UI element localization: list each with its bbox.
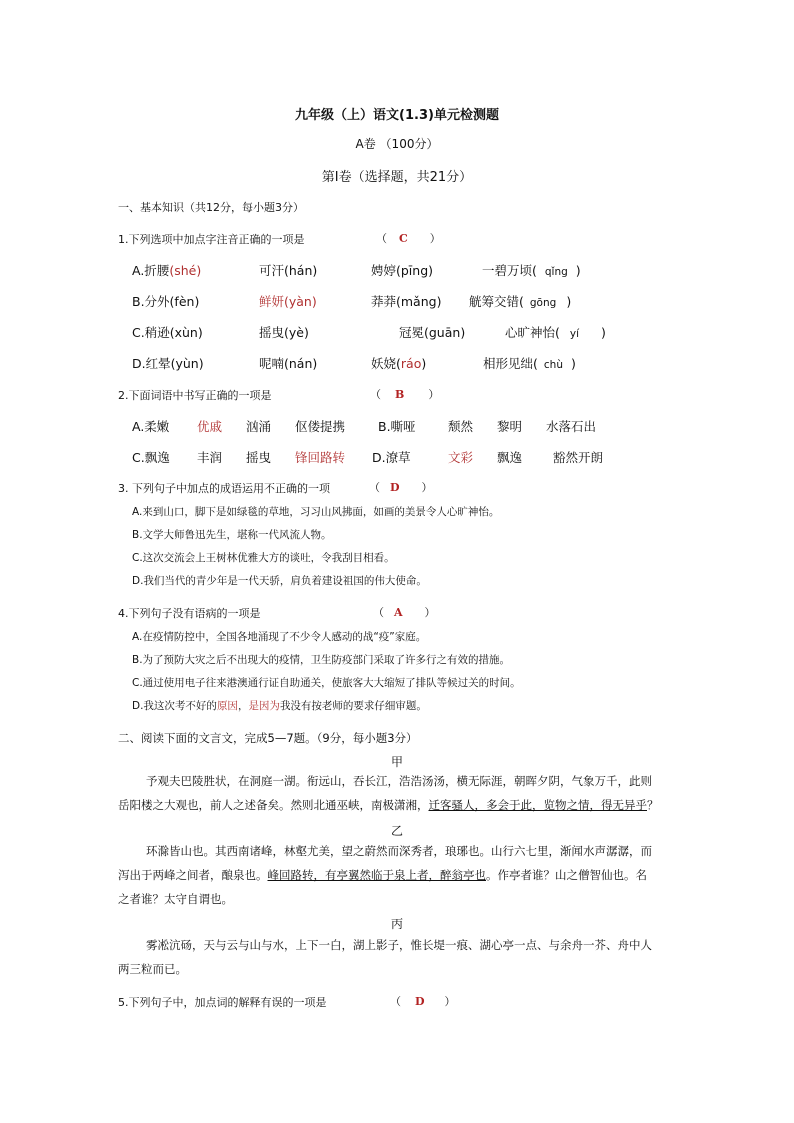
question-2-stem: 2.下面词语中书写正确的一项是 <box>118 389 272 402</box>
q2-word: 水落石出 <box>546 419 597 434</box>
question-3-answer: （ D ） <box>369 481 433 494</box>
paper-a-label: A卷 （100分） <box>355 137 439 151</box>
q1-option-d-1: D.红晕(yùn) <box>132 356 204 371</box>
q2-word: C.飘逸 <box>132 450 170 465</box>
q1-option-c-1: C.稍逊(xùn) <box>132 325 203 340</box>
document-title: 九年级（上）语文(1.3)单元检测题 <box>295 108 499 123</box>
q1-option-a-1: A.折腰(shé) <box>132 263 202 278</box>
q2-word: 伛偻提携 <box>295 419 346 434</box>
passage-bing-label: 丙 <box>390 917 403 931</box>
passage-jia-line-2: 岳阳楼之大观也，前人之述备矣。然则北通巫峡，南极潇湘，迁客骚人，多会于此，览物之情，得无异乎？ <box>118 798 659 812</box>
passage-yi-line-1: 环滁皆山也。其西南诸峰，林壑尤美，望之蔚然而深秀者，琅琊也。山行六七里，渐闻水声潺潺，而 <box>146 844 652 858</box>
q2-word: 丰润 <box>197 450 223 465</box>
section-one-heading: 一、基本知识（共12分，每小题3分） <box>118 201 304 214</box>
q1-option-b-1: B.分外(fèn) <box>132 294 200 309</box>
q4-option-d: D.我这次考不好的原因，是因为我没有按老师的要求仔细审题。 <box>132 700 427 712</box>
passage-yi-label: 乙 <box>390 824 403 838</box>
q1-option-b-4: 觥筹交错( gōng ) <box>469 294 572 309</box>
passage-bing-line-2: 两三粒而已。 <box>118 962 187 976</box>
q1-option-c-2: 摇曳(yè) <box>259 325 309 340</box>
q1-option-b-2: 鲜妍(yàn) <box>259 294 317 309</box>
q1-option-d-2: 呢喃(nán) <box>259 356 318 371</box>
q1-option-a-3: 娉婷(pīng) <box>371 263 434 278</box>
passage-yi-line-2: 泻出于两峰之间者，酿泉也。峰回路转，有亭翼然临于泉上者，醉翁亭也。作亭者谁？山之僧智仙也。名 <box>118 868 647 882</box>
question-4-answer: （ A ） <box>373 606 436 619</box>
q1-option-c-3: 冠冕(guān) <box>399 325 466 340</box>
passage-yi-line-3: 之者谁？太守自谓也。 <box>118 892 233 906</box>
q2-word: B.嘶哑 <box>378 419 416 434</box>
part-one-label: 第Ⅰ卷（选择题，共21分） <box>321 170 473 185</box>
q2-word: 飘逸 <box>497 450 523 465</box>
q4-option-b: B.为了预防大灾之后不出现大的疫情，卫生防疫部门采取了许多行之有效的措施。 <box>132 654 511 666</box>
q2-word: 摇曳 <box>246 450 272 465</box>
q3-option-b: B.文学大师鲁迅先生，堪称一代风流人物。 <box>132 529 332 541</box>
q1-option-a-4: 一碧万顷( qǐng ) <box>482 263 581 278</box>
q2-word: 颓然 <box>448 419 474 434</box>
q4-option-c: C.通过使用电子往来港澳通行证自助通关，使旅客大大缩短了排队等候过关的时间。 <box>132 677 521 689</box>
q2-word: A.柔嫩 <box>132 419 170 434</box>
section-two-heading: 二、阅读下面的文言文，完成5—7题。（9分，每小题3分） <box>118 731 418 745</box>
q2-word: 汹涌 <box>246 419 272 434</box>
q1-option-d-4: 相形见绌( chù ) <box>483 356 576 371</box>
passage-jia-label: 甲 <box>390 755 403 769</box>
q3-option-c: C.这次交流会上王树林优雅大方的谈吐，令我刮目相看。 <box>132 552 395 564</box>
question-5-stem: 5.下列句子中，加点词的解释有误的一项是 <box>118 996 327 1009</box>
q3-option-d: D.我们当代的青少年是一代天骄，肩负着建设祖国的伟大使命。 <box>132 575 427 587</box>
q1-option-b-3: 莽莽(mǎng) <box>371 294 442 309</box>
q1-option-d-3: 妖娆(ráo) <box>371 356 427 371</box>
passage-bing-line-1: 雾凇沆砀，天与云与山与水，上下一白，湖上影子，惟长堤一痕、湖心亭一点、与余舟一芥、舟中人 <box>146 938 652 952</box>
question-2-answer: （ B ） <box>370 388 440 401</box>
question-1-stem: 1.下列选项中加点字注音正确的一项是 <box>118 233 305 246</box>
q2-word: D.潦草 <box>372 450 411 465</box>
q1-option-a-2: 可汗(hán) <box>259 263 318 278</box>
q4-option-a: A.在疫情防控中，全国各地涌现了不少令人感动的战“疫”家庭。 <box>132 631 427 643</box>
q3-option-a: A.来到山口，脚下是如绿毯的草地，习习山风拂面，如画的美景令人心旷神怡。 <box>132 506 500 518</box>
question-3-stem: 3. 下列句子中加点的成语运用不正确的一项 <box>118 482 330 495</box>
q2-word: 锋回路转 <box>295 450 346 465</box>
q2-word: 文彩 <box>448 450 474 465</box>
question-5-answer: （ D ） <box>390 995 456 1008</box>
q2-word: 优戚 <box>197 419 223 434</box>
question-4-stem: 4.下列句子没有语病的一项是 <box>118 607 261 620</box>
question-1-answer: （ C ） <box>376 232 441 245</box>
passage-jia-line-1: 予观夫巴陵胜状，在洞庭一湖。衔远山，吞长江，浩浩汤汤，横无际涯，朝晖夕阴，气象万千，此则 <box>146 774 652 788</box>
q2-word: 豁然开朗 <box>553 450 604 465</box>
q2-word: 黎明 <box>497 419 523 434</box>
q1-option-c-4: 心旷神怡( yí ) <box>505 325 606 340</box>
